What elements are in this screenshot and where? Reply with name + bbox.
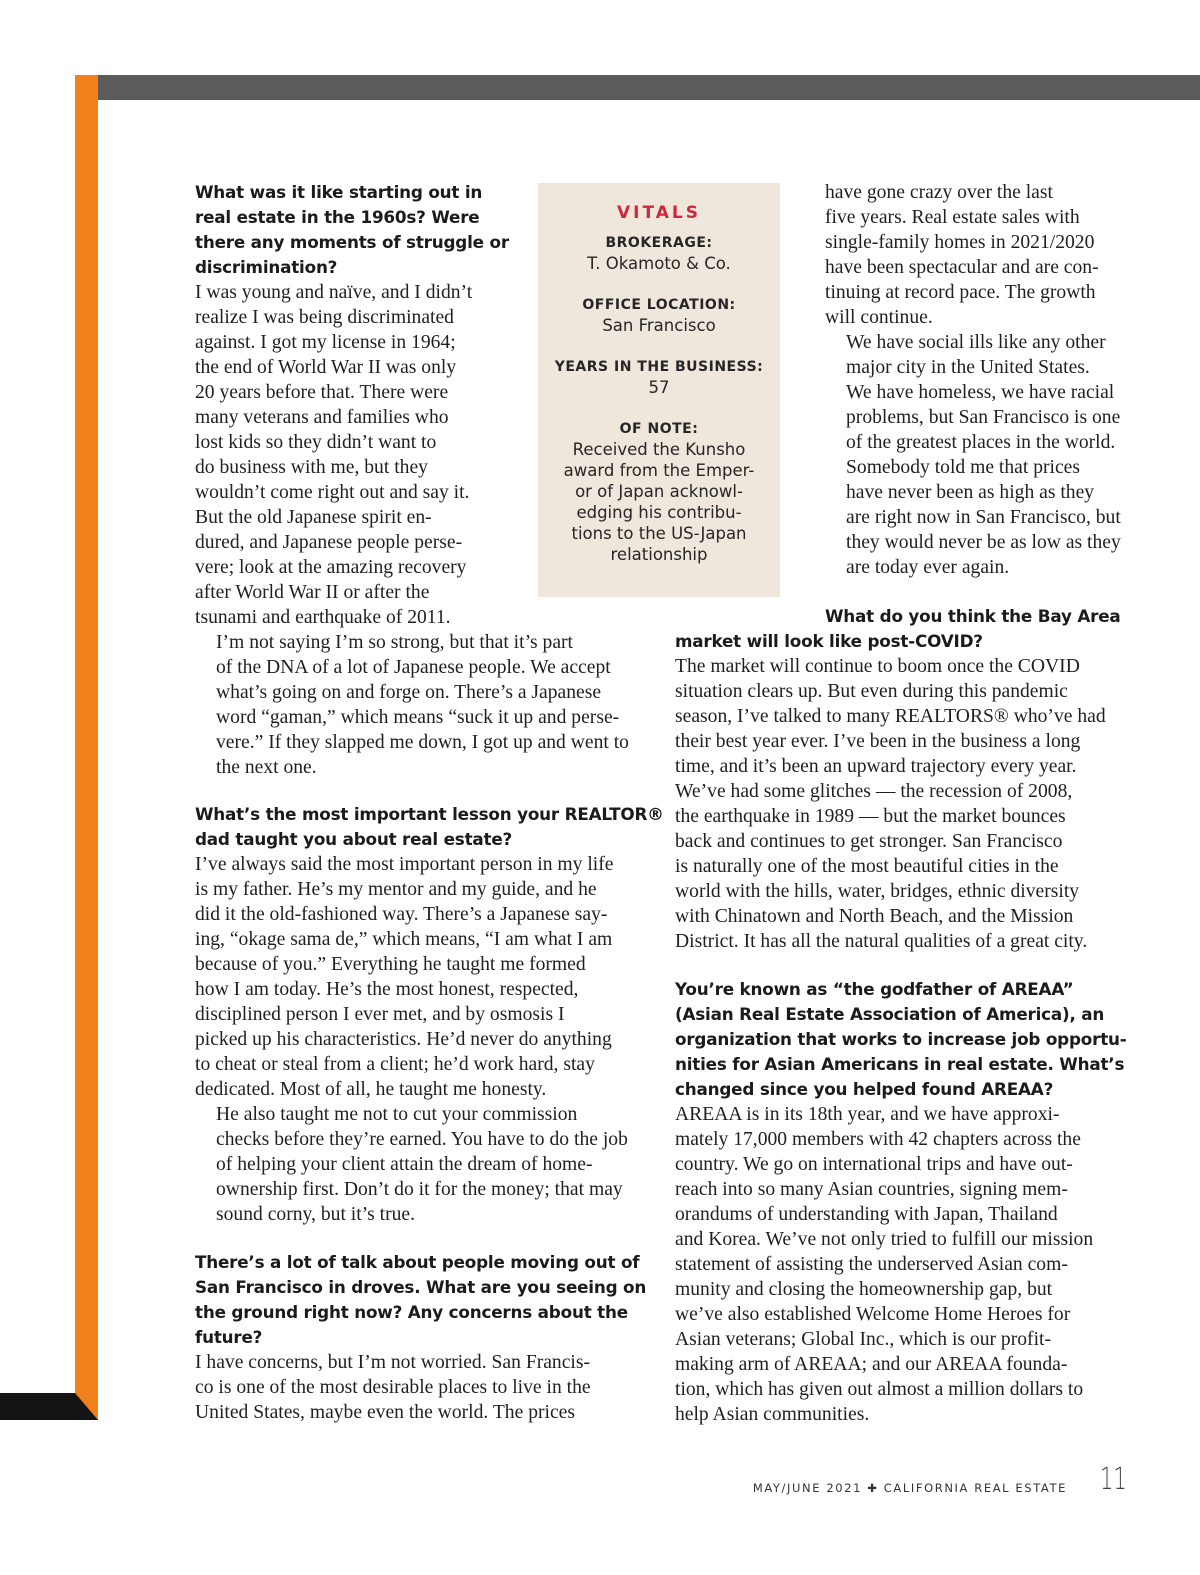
text-line: We’ve had some glitches — the recession of 2008, xyxy=(675,781,1073,802)
text-line: AREAA is in its 18th year, and we have approxi- xyxy=(675,1104,1060,1125)
text-line: five years. Real estate sales with xyxy=(825,207,1080,228)
text-line: checks before they’re earned. You have to do the job xyxy=(216,1129,628,1150)
text-line: We have homeless, we have racial xyxy=(846,382,1115,403)
text-line: tions to the US-Japan xyxy=(571,524,747,543)
text-line: have gone crazy over the last xyxy=(825,182,1053,203)
vitals-title: VITALS xyxy=(617,203,701,223)
text-line: But the old Japanese spirit en- xyxy=(195,507,432,528)
text-line: disciplined person I ever met, and by osmosis I xyxy=(195,1004,565,1025)
text-line: changed since you helped found AREAA? xyxy=(675,1079,1054,1099)
text-line: their best year ever. I’ve been in the business a long xyxy=(675,731,1081,752)
text-line: the end of World War II was only xyxy=(195,357,457,378)
text-line: the next one. xyxy=(216,757,317,778)
answer-realtor-dad-cont xyxy=(195,1102,628,1227)
text-line: relationship xyxy=(610,545,708,564)
brokerage-label: BROKERAGE: xyxy=(605,235,713,251)
bar-corner-bevel xyxy=(75,75,98,100)
text-line: edging his contribu- xyxy=(576,503,742,522)
text-line: we’ve also established Welcome Home Heroes for xyxy=(675,1304,1071,1325)
answer-areaa xyxy=(675,1102,1093,1427)
text-line: nities for Asian Americans in real estate. What’s xyxy=(675,1054,1125,1074)
question-realtor-dad xyxy=(195,802,664,852)
text-line: sound corny, but it’s true. xyxy=(216,1204,415,1225)
text-line: what’s going on and forge on. There’s a Japanese xyxy=(216,682,602,703)
text-line: mately 17,000 members with 42 chapters across the xyxy=(675,1129,1081,1150)
years-label: YEARS IN THE BUSINESS: xyxy=(554,359,764,375)
question-post-covid-line1: What do you think the Bay Area xyxy=(825,606,1121,626)
text-line: picked up his characteristics. He’d never do anything xyxy=(195,1029,612,1050)
text-line: against. I got my license in 1964; xyxy=(195,332,456,353)
answer-starting-out-cont xyxy=(195,630,629,780)
text-line: how I am today. He’s the most honest, respected, xyxy=(195,979,579,1000)
text-line: lost kids so they didn’t want to xyxy=(195,432,437,453)
text-line: world with the hills, water, bridges, ethnic diversity xyxy=(675,881,1080,902)
text-line: vere; look at the amazing recovery xyxy=(195,557,467,578)
text-line: District. It has all the natural qualities of a great city. xyxy=(675,931,1088,952)
text-line: orandums of understanding with Japan, Thailand xyxy=(675,1204,1058,1225)
text-line: I have concerns, but I’m not worried. San Francis- xyxy=(195,1352,591,1373)
text-line: of helping your client attain the dream of home- xyxy=(216,1154,593,1175)
text-line: major city in the United States. xyxy=(846,357,1090,378)
text-line: back and continues to get stronger. San Francisco xyxy=(675,831,1063,852)
text-line: will continue. xyxy=(825,307,933,328)
text-line: Somebody told me that prices xyxy=(846,457,1080,478)
text-line: are right now in San Francisco, but xyxy=(846,507,1121,528)
bottom-black-bar xyxy=(0,1393,75,1420)
text-line: have been spectacular and are con- xyxy=(825,257,1099,278)
answer-moving-out xyxy=(195,1350,591,1425)
answer-moving-out-cont xyxy=(825,180,1099,330)
text-line: I’m not saying I’m so strong, but that it’s part xyxy=(216,632,574,653)
text-line: tion, which has given out almost a million dollars to xyxy=(675,1379,1084,1400)
page-number: 11 xyxy=(1100,1462,1127,1497)
text-line: tinuing at record pace. The growth xyxy=(825,282,1096,303)
answer-starting-out xyxy=(195,280,472,630)
office-location-label: OFFICE LOCATION: xyxy=(582,297,736,313)
text-line: is naturally one of the most beautiful cities in the xyxy=(675,856,1059,877)
text-line: because of you.” Everything he taught me formed xyxy=(195,954,586,975)
text-line: do business with me, but they xyxy=(195,457,428,478)
text-line: Received the Kunsho xyxy=(572,440,746,459)
text-line: statement of assisting the underserved Asian com- xyxy=(675,1254,1068,1275)
office-location-value: San Francisco xyxy=(602,316,716,335)
text-line: What was it like starting out in xyxy=(195,182,483,202)
text-line: He also taught me not to cut your commission xyxy=(216,1104,578,1125)
text-line: with Chinatown and North Beach, and the Mission xyxy=(675,906,1074,927)
text-line: reach into so many Asian countries, signing mem- xyxy=(675,1179,1068,1200)
text-line: real estate in the 1960s? Were xyxy=(195,207,480,227)
text-line: is my father. He’s my mentor and my guide, and he xyxy=(195,879,597,900)
text-line: ownership first. Don’t do it for the money; that may xyxy=(216,1179,623,1200)
of-note-value xyxy=(538,439,780,565)
text-line: after World War II or after the xyxy=(195,582,430,603)
answer-post-covid xyxy=(675,654,1106,954)
text-line: organization that works to increase job opportu- xyxy=(675,1029,1127,1049)
text-line: word “gaman,” which means “suck it up and perse- xyxy=(216,707,620,728)
of-note-label: OF NOTE: xyxy=(619,421,699,437)
text-line: award from the Emper- xyxy=(563,461,755,480)
text-line: wouldn’t come right out and say it. xyxy=(195,482,470,503)
text-line: realize I was being discriminated xyxy=(195,307,454,328)
text-line: We have social ills like any other xyxy=(846,332,1106,353)
top-gray-bar xyxy=(75,75,1200,100)
text-line: vere.” If they slapped me down, I got up and went to xyxy=(216,732,629,753)
text-line: and Korea. We’ve not only tried to fulfill our mission xyxy=(675,1229,1094,1250)
text-line: have never been as high as they xyxy=(846,482,1095,503)
text-line: they would never be as low as they xyxy=(846,532,1121,553)
text-line: there any moments of struggle or xyxy=(195,232,509,252)
text-line: What’s the most important lesson your REALTOR® xyxy=(195,804,664,824)
text-line: or of Japan acknowl- xyxy=(575,482,743,501)
text-line: the ground right now? Any concerns about the xyxy=(195,1302,628,1322)
text-line: of the greatest places in the world. xyxy=(846,432,1116,453)
footer-folio: MAY/JUNE 2021 ✚ CALIFORNIA REAL ESTATE xyxy=(752,1481,1067,1495)
text-line: of the DNA of a lot of Japanese people. We accept xyxy=(216,657,611,678)
text-line: country. We go on international trips and have out- xyxy=(675,1154,1073,1175)
text-line: single-family homes in 2021/2020 xyxy=(825,232,1095,253)
text-line: munity and closing the homeownership gap, but xyxy=(675,1279,1053,1300)
left-orange-bar xyxy=(75,75,98,1420)
text-line: dured, and Japanese people perse- xyxy=(195,532,463,553)
text-line: Asian veterans; Global Inc., which is our profit- xyxy=(675,1329,1051,1350)
text-line: (Asian Real Estate Association of America), an xyxy=(675,1004,1105,1024)
text-line: United States, maybe even the world. The prices xyxy=(195,1402,575,1423)
answer-social-ills xyxy=(825,330,1121,580)
text-line: help Asian communities. xyxy=(675,1404,870,1425)
text-line: 20 years before that. There were xyxy=(195,382,449,403)
answer-realtor-dad xyxy=(195,852,613,1102)
brokerage-value: T. Okamoto & Co. xyxy=(587,254,731,273)
vitals-box xyxy=(538,183,780,597)
text-line: did it the old-fashioned way. There’s a Japanese say- xyxy=(195,904,608,925)
years-value: 57 xyxy=(648,378,670,397)
text-line: San Francisco in droves. What are you seeing on xyxy=(195,1277,647,1297)
text-line: I was young and naïve, and I didn’t xyxy=(195,282,473,303)
text-line: You’re known as “the godfather of AREAA” xyxy=(675,979,1074,999)
bottom-bar-bevel xyxy=(75,1393,98,1420)
question-moving-out xyxy=(195,1250,646,1350)
text-line: I’ve always said the most important person in my life xyxy=(195,854,614,875)
question-post-covid-line2: market will look like post-COVID? xyxy=(675,631,983,651)
text-line: to cheat or steal from a client; he’d work hard, stay xyxy=(195,1054,595,1075)
text-line: are today ever again. xyxy=(846,557,1010,578)
text-line: time, and it’s been an upward trajectory every year. xyxy=(675,756,1077,777)
text-line: situation clears up. But even during this pandemic xyxy=(675,681,1068,702)
text-line: many veterans and families who xyxy=(195,407,449,428)
text-line: future? xyxy=(195,1327,263,1347)
text-line: problems, but San Francisco is one xyxy=(846,407,1121,428)
question-starting-out xyxy=(195,180,509,280)
text-line: co is one of the most desirable places to live in the xyxy=(195,1377,591,1398)
text-line: the earthquake in 1989 — but the market bounces xyxy=(675,806,1066,827)
text-line: ing, “okage sama de,” which means, “I am what I am xyxy=(195,929,613,950)
question-areaa xyxy=(675,977,1127,1102)
text-line: tsunami and earthquake of 2011. xyxy=(195,607,451,628)
text-line: dad taught you about real estate? xyxy=(195,829,513,849)
text-line: dedicated. Most of all, he taught me honesty. xyxy=(195,1079,547,1100)
text-line: season, I’ve talked to many REALTORS® who’ve had xyxy=(675,706,1106,727)
text-line: discrimination? xyxy=(195,257,338,277)
text-line: The market will continue to boom once the COVID xyxy=(675,656,1080,677)
text-line: There’s a lot of talk about people moving out of xyxy=(195,1252,640,1272)
text-line: making arm of AREAA; and our AREAA founda- xyxy=(675,1354,1068,1375)
